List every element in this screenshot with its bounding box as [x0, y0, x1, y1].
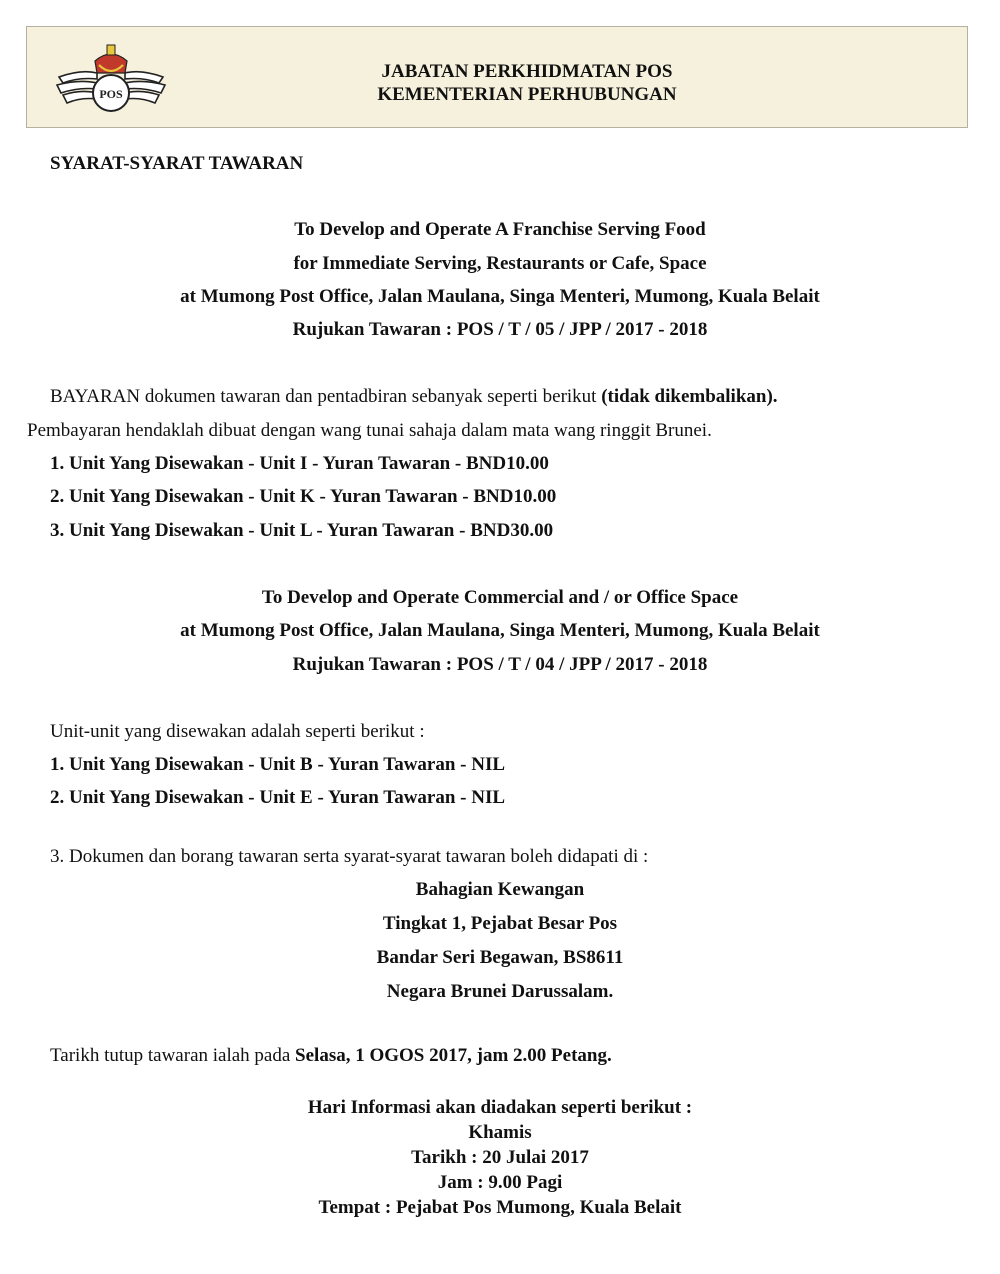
- header-band: [26, 26, 968, 128]
- info-day-venue: Tempat : Pejabat Pos Mumong, Kuala Belait: [318, 1197, 682, 1218]
- payment-non-refundable: (tidak dikembalikan).: [601, 386, 778, 407]
- offer1-line-1: To Develop and Operate A Franchise Serving Food: [294, 219, 706, 240]
- pos-logo: [51, 39, 171, 117]
- documents-intro: 3. Dokumen dan borang tawaran serta syarat-syarat tawaran boleh didapati di :: [50, 846, 649, 867]
- offer1-line-3: at Mumong Post Office, Jalan Maulana, Singa Menteri, Mumong, Kuala Belait: [180, 286, 820, 307]
- units-intro: Unit-unit yang disewakan adalah seperti berikut :: [50, 721, 425, 742]
- info-day-date: Tarikh : 20 Julai 2017: [411, 1147, 589, 1168]
- payment-item-2: 2. Unit Yang Disewakan - Unit K - Yuran Tawaran - BND10.00: [50, 486, 557, 507]
- offer2-reference: Rujukan Tawaran : POS / T / 04 / JPP / 2017 - 2018: [292, 654, 708, 675]
- closing-date-prefix: Tarikh tutup tawaran ialah pada: [50, 1045, 296, 1066]
- closing-date-value: Selasa, 1 OGOS 2017, jam 2.00 Petang.: [295, 1045, 612, 1066]
- offer2-line-1: To Develop and Operate Commercial and / or Office Space: [261, 587, 739, 608]
- payment-intro-text: BAYARAN dokumen tawaran dan pentadbiran sebanyak seperti berikut: [50, 386, 602, 407]
- offer1-reference: Rujukan Tawaran : POS / T / 05 / JPP / 2017 - 2018: [292, 319, 708, 340]
- closing-date: [50, 1045, 612, 1067]
- info-day-weekday: Khamis: [468, 1122, 532, 1143]
- address-line-3: Bandar Seri Begawan, BS8611: [376, 947, 624, 968]
- logo-text: POS: [99, 87, 123, 101]
- org-line-1: JABATAN PERKHIDMATAN POS: [381, 61, 673, 82]
- offer2-line-2: at Mumong Post Office, Jalan Maulana, Singa Menteri, Mumong, Kuala Belait: [180, 620, 820, 641]
- address-line-4: Negara Brunei Darussalam.: [386, 981, 614, 1002]
- info-day-time: Jam : 9.00 Pagi: [437, 1172, 563, 1193]
- doc-title: SYARAT-SYARAT TAWARAN: [50, 153, 304, 174]
- info-day-heading: Hari Informasi akan diadakan seperti berikut :: [307, 1097, 693, 1118]
- org-line-2: KEMENTERIAN PERHUBUNGAN: [377, 84, 677, 105]
- address-line-2: Tingkat 1, Pejabat Besar Pos: [382, 913, 618, 934]
- organization-name: [237, 60, 817, 106]
- payment-item-3: 3. Unit Yang Disewakan - Unit L - Yuran Tawaran - BND30.00: [50, 520, 554, 541]
- offer1-line-2: for Immediate Serving, Restaurants or Cafe, Space: [293, 253, 707, 274]
- payment-item-1: 1. Unit Yang Disewakan - Unit I - Yuran Tawaran - BND10.00: [50, 453, 549, 474]
- unit-item-1: 1. Unit Yang Disewakan - Unit B - Yuran Tawaran - NIL: [50, 754, 506, 775]
- payment-method: Pembayaran hendaklah dibuat dengan wang tunai sahaja dalam mata wang ringgit Brunei.: [27, 420, 712, 441]
- unit-item-2: 2. Unit Yang Disewakan - Unit E - Yuran Tawaran - NIL: [50, 787, 506, 808]
- address-line-1: Bahagian Kewangan: [415, 879, 585, 900]
- payment-intro: [50, 386, 778, 408]
